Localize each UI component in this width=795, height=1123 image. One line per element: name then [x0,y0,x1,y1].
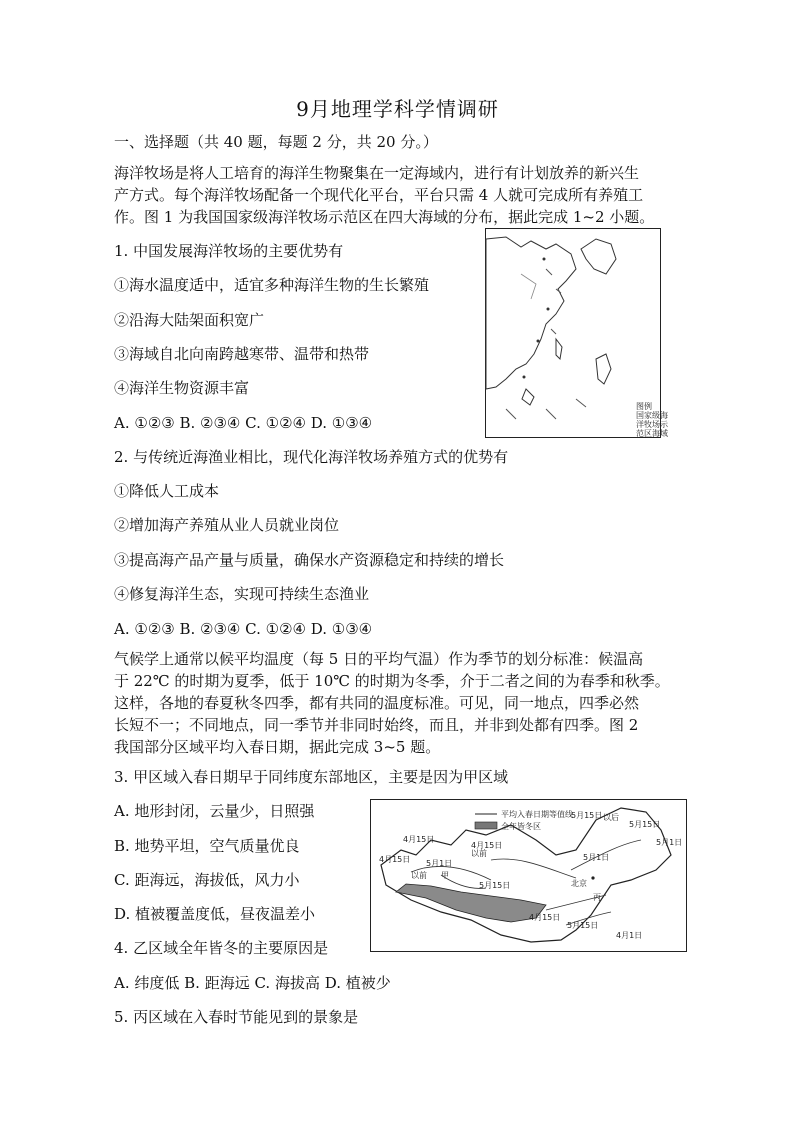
intro2-line: 长短不一；不同地点，同一季节并非同时始终，而且，并非到处都有四季。图 2 [114,716,639,734]
page-title: 9月地理学科学情调研 [296,97,499,121]
map2-label: 4月15日 [529,913,561,922]
intro-paragraph-2 [114,648,676,758]
q1-item: ③海域自北向南跨越寒带、温带和热带 [114,345,370,363]
map2-label: 以后 [603,813,619,822]
question-2-stem: 2. 与传统近海渔业相比，现代化海洋牧场养殖方式的优势有 [114,448,509,466]
question-5-stem: 5. 丙区域在入春时节能见到的景象是 [114,1008,359,1026]
section-heading: 一、选择题（共 40 题，每题 2 分，共 20 分。） [114,133,438,151]
map2-label: 北京 [571,879,587,888]
map1-legend-text: 图例 [636,402,652,411]
map1-legend-text: 洋牧场示 [636,420,668,429]
intro1-line: 海洋牧场是将人工培育的海洋生物聚集在一定海域内，进行有计划放养的新兴生 [114,164,640,182]
map2-label: 甲 [441,871,449,880]
intro2-line: 于 22℃ 的时期为夏季，低于 10℃ 的时期为冬季，介于二者之间的为春季和秋季。 [114,672,670,690]
q3-option-b: B. 地势平坦，空气质量优良 [114,837,300,855]
q1-item: ①海水温度适中，适宜多种海洋生物的生长繁殖 [114,276,430,294]
map2-label: 以前 [411,871,427,880]
map2-legend-area: 全年皆冬区 [501,822,541,831]
map2-label: 4月15日 [471,841,503,850]
map2-legend-line: 平均入春日期等值线 [501,810,573,819]
map2-label: 5月15日 [629,820,661,829]
map1-legend-text: 范区海域 [636,429,668,438]
q2-item: ③提高海产品产量与质量，确保水产资源稳定和持续的增长 [114,551,505,569]
question-4-stem: 4. 乙区域全年皆冬的主要原因是 [114,939,329,957]
map2-label: 5月1日 [426,859,453,868]
q4-options: A. 纬度低 B. 距海远 C. 海拔高 D. 植被少 [114,974,391,992]
map2-label: 4月15日 [379,855,411,864]
intro-paragraph-1 [114,162,676,228]
q3-option-a: A. 地形封闭，云量少，日照强 [114,802,315,820]
map2-label: 5月1日 [583,853,610,862]
map2-label: 以前 [471,849,487,858]
question-1-stem: 1. 中国发展海洋牧场的主要优势有 [114,242,344,260]
q1-item: ④海洋生物资源丰富 [114,379,250,397]
q3-option-c: C. 距海远，海拔低，风力小 [114,871,300,889]
intro2-line: 这样，各地的春夏秋冬四季，都有共同的温度标准。可见，同一地点，四季必然 [114,694,640,712]
q1-item: ②沿海大陆架面积宽广 [114,311,265,329]
q2-options: A. ①②③ B. ②③④ C. ①②④ D. ①③④ [114,620,373,638]
intro1-line: 作。图 1 为我国国家级海洋牧场示范区在四大海域的分布，据此完成 1~2 小题。 [114,208,655,226]
map2-legend-swatch [475,822,497,829]
map2-label: 4月15日 [403,835,435,844]
map2-label: 5月15日 [571,811,603,820]
q1-options: A. ①②③ B. ②③④ C. ①②④ D. ①③④ [114,414,373,432]
intro2-line: 气候学上通常以候平均温度（每 5 日的平均气温）作为季节的划分标准：候温高 [114,650,644,668]
q2-item: ④修复海洋生态，实现可持续生态渔业 [114,585,370,603]
map2-label: 5月1日 [656,838,683,847]
question-3-stem: 3. 甲区域入春日期早于同纬度东部地区，主要是因为甲区域 [114,768,509,786]
q3-option-d: D. 植被覆盖度低，昼夜温差小 [114,905,316,923]
map2-label: 丙 [593,893,601,902]
map-figure-2 [370,799,687,952]
intro2-line: 我国部分区域平均入春日期，据此完成 3~5 题。 [114,738,441,756]
map2-label: 5月15日 [479,881,511,890]
map2-label: 5月15日 [567,921,599,930]
q2-item: ①降低人工成本 [114,482,220,500]
map2-label: 4月1日 [616,931,643,940]
intro1-line: 产方式。每个海洋牧场配备一个现代化平台，平台只需 4 人就可完成所有养殖工 [114,186,644,204]
map-figure-1 [485,228,668,438]
map1-legend-text: 国家级海 [636,411,668,420]
q2-item: ②增加海产养殖从业人员就业岗位 [114,516,340,534]
